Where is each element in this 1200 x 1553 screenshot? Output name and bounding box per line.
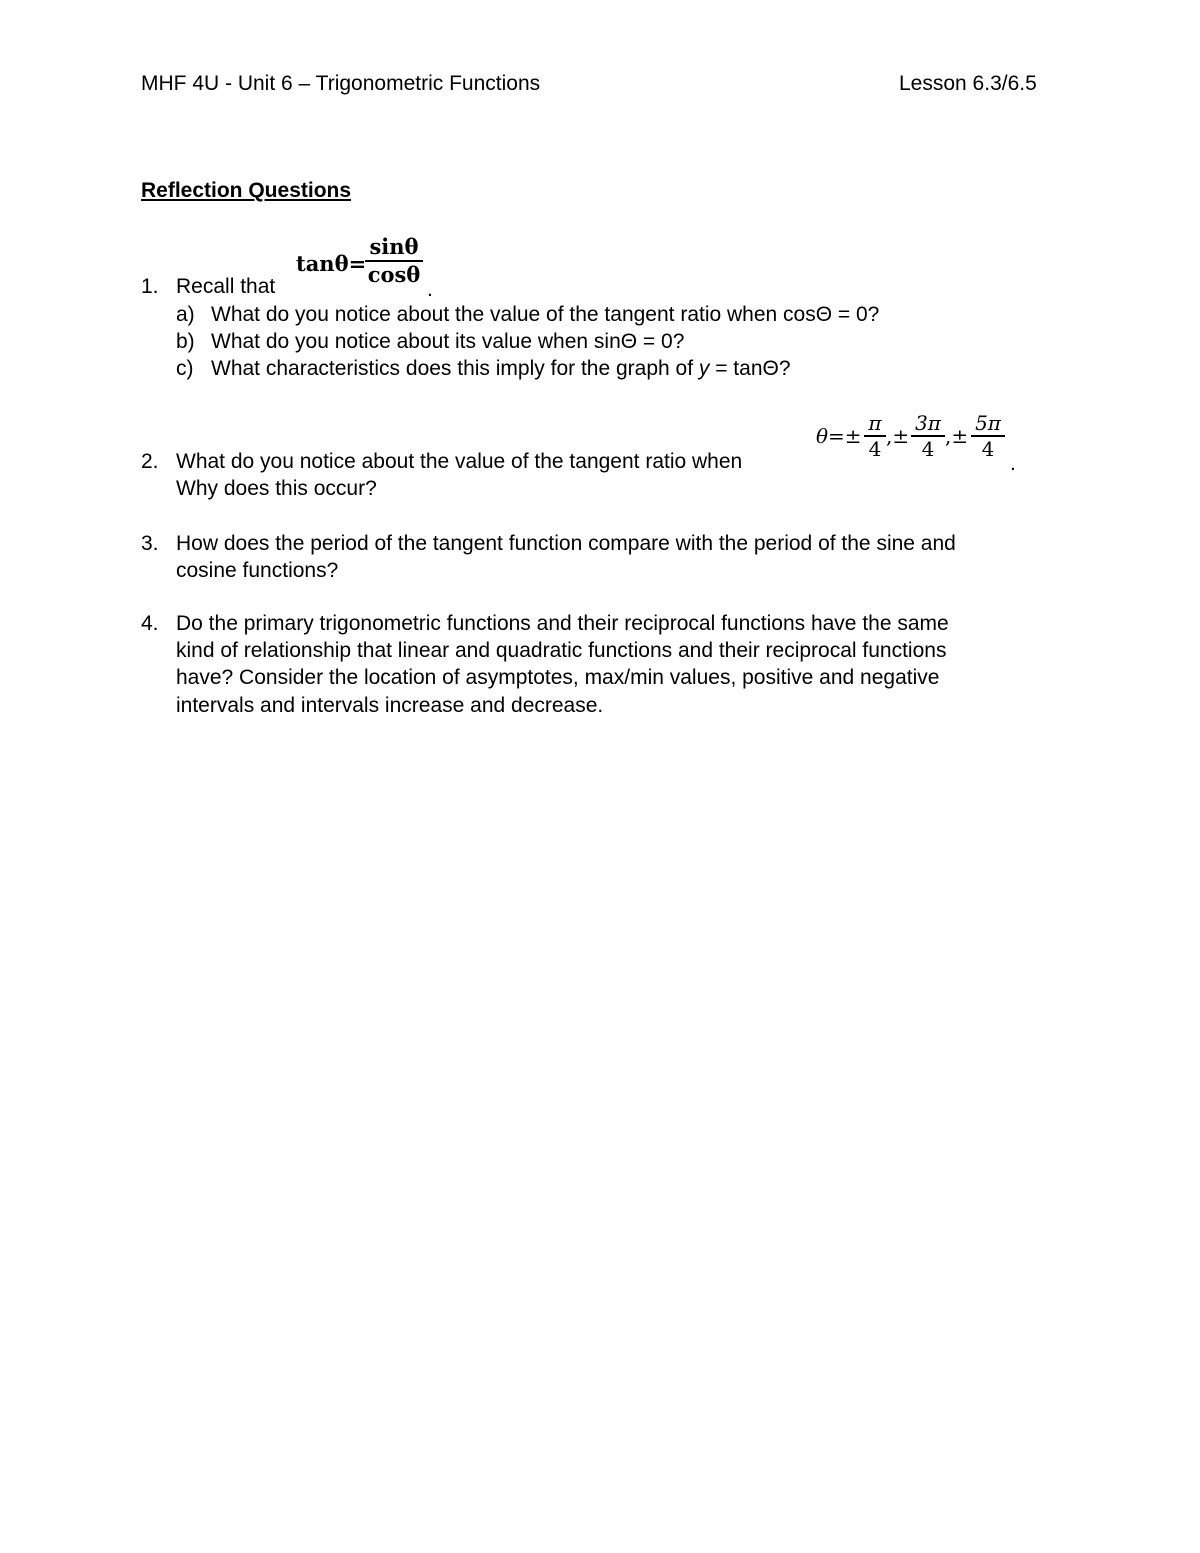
lesson-header: Lesson 6.3/6.5: [899, 72, 1037, 95]
formula-denominator: cosθ: [367, 262, 421, 287]
subq-b-label: b): [176, 330, 195, 353]
section-title: Reflection Questions: [141, 179, 352, 202]
theta-lhs: θ=±: [816, 424, 862, 448]
fraction-pi-4: [864, 411, 886, 461]
subq-a-label: a): [176, 303, 195, 326]
subq-c-post: = tanΘ?: [709, 357, 791, 380]
question-text-line2: cosine functions?: [176, 559, 339, 582]
question-text-line1: How does the period of the tangent function compare with the period of the sine and: [176, 532, 956, 555]
question-number: 3.: [141, 532, 159, 555]
fraction-3pi-4: [911, 411, 945, 461]
fraction-numerator: 3π: [915, 411, 941, 435]
question-text-line3: have? Consider the location of asymptotes, max/min values, positive and negative: [176, 666, 940, 689]
formula-lhs: tanθ=: [296, 251, 367, 276]
formula-period: .: [1010, 452, 1016, 475]
formula-fraction: [365, 234, 423, 288]
formula-period: .: [427, 278, 433, 301]
fraction-numerator: 5π: [975, 411, 1001, 435]
subq-c-pre: What characteristics does this imply for the graph of: [211, 357, 699, 380]
question-number: 2.: [141, 450, 159, 473]
question-text: Recall that: [176, 275, 276, 298]
question-text-line1: What do you notice about the value of the tangent ratio when: [176, 450, 743, 473]
fraction-numerator: π: [868, 411, 882, 435]
subq-c-text: [211, 355, 791, 382]
fraction-denominator: 4: [981, 437, 995, 461]
fraction-denominator: 4: [921, 437, 935, 461]
fraction-denominator: 4: [868, 437, 882, 461]
fraction-5pi-4: [971, 411, 1005, 461]
question-text-line1: Do the primary trigonometric functions and their reciprocal functions have the same: [176, 612, 949, 635]
course-header: MHF 4U - Unit 6 – Trigonometric Functions: [141, 72, 541, 95]
question-text-line4: intervals and intervals increase and decrease.: [176, 694, 604, 717]
question-text-line2: kind of relationship that linear and quadratic functions and their reciprocal functions: [176, 639, 947, 662]
subq-c-label: c): [176, 357, 194, 380]
subq-b-text: What do you notice about its value when sinΘ = 0?: [211, 330, 685, 353]
subq-a-text: What do you notice about the value of the tangent ratio when cosΘ = 0?: [211, 303, 880, 326]
question-number: 4.: [141, 612, 159, 635]
separator: ,±: [886, 424, 910, 448]
question-text-line2: Why does this occur?: [176, 477, 377, 500]
question-number: 1.: [141, 275, 159, 298]
separator: ,±: [945, 424, 969, 448]
formula-numerator: sinθ: [369, 234, 419, 259]
subq-c-var: y: [698, 357, 710, 380]
